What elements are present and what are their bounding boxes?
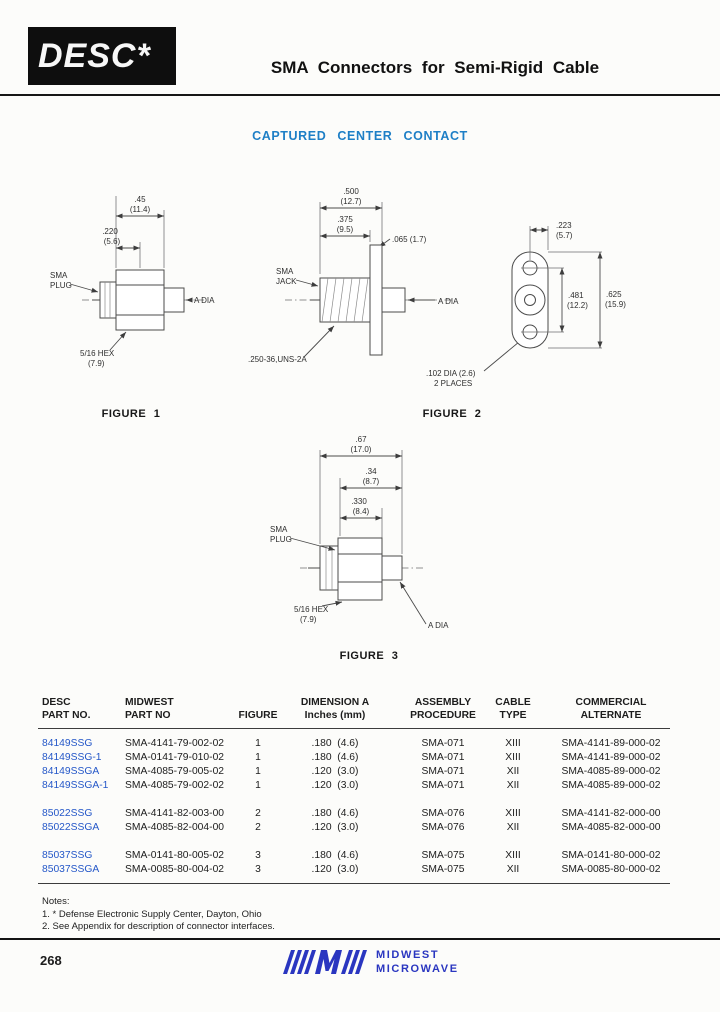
- table-group-figure3: [0, 849, 720, 877]
- page-title: SMA Connectors for Semi-Rigid Cable: [270, 58, 600, 77]
- fig1-sma-label: SMA: [50, 271, 68, 280]
- notes: [42, 896, 275, 934]
- table-bottom-rule: [38, 883, 670, 884]
- cell-desc-part: 85022SSGA: [42, 822, 100, 833]
- cell-commercial: SMA-4085-89-000-02: [561, 780, 661, 791]
- note-line-2: 2. See Appendix for description of connector interfaces.: [42, 921, 275, 932]
- fig2-dim-481-mm-label: (12.2): [567, 301, 588, 310]
- fig1-dim-220-mm-label: (5.6): [103, 237, 121, 246]
- cell-assembly: SMA-071: [421, 780, 465, 791]
- cell-cable-type: XIII: [505, 808, 521, 819]
- cell-commercial: SMA-0085-80-000-02: [561, 864, 661, 875]
- header-desc-line2: PART NO.: [42, 710, 91, 721]
- fig3-a-dia-label: A DIA: [428, 621, 449, 630]
- header-cable-line1: CABLE: [495, 697, 531, 708]
- fig3-dim-67-label: .67: [355, 435, 367, 444]
- fig3-hex-mm-label: (7.9): [300, 615, 317, 624]
- table-row: [0, 849, 720, 863]
- header-rule: [0, 94, 720, 96]
- cell-desc-part: 85037SSG: [42, 850, 93, 861]
- midwest-microwave-logo-icon: [283, 947, 367, 977]
- parts-table: [0, 696, 720, 884]
- table-row: [0, 779, 720, 793]
- cell-commercial: SMA-4085-82-000-00: [561, 822, 661, 833]
- cell-assembly: SMA-071: [421, 752, 465, 763]
- cell-midwest-part: SMA-4141-79-002-02: [125, 738, 225, 749]
- cell-assembly: SMA-075: [421, 864, 465, 875]
- fig2-sma-label: SMA: [276, 267, 294, 276]
- desc-logo: [28, 27, 176, 85]
- brand-text: [376, 948, 459, 976]
- figure-1-drawing: [36, 182, 246, 404]
- cell-midwest-part: SMA-4085-79-005-02: [125, 766, 225, 777]
- fig2-jack-label: JACK: [276, 277, 297, 286]
- cell-figure: 1: [255, 780, 261, 791]
- fig2-dim-500-mm-label: (12.7): [340, 197, 362, 206]
- brand-block: [283, 947, 459, 977]
- brand-line-2: MICROWAVE: [376, 963, 459, 975]
- fig2-dim-065-label: .065 (1.7): [392, 235, 427, 244]
- cell-commercial: SMA-4141-89-000-02: [561, 752, 661, 763]
- cell-assembly: SMA-076: [421, 822, 465, 833]
- cell-cable-type: XII: [506, 780, 520, 791]
- fig3-dim-330-label: .330: [351, 497, 367, 506]
- cell-assembly: SMA-076: [421, 808, 465, 819]
- figure-1-caption: FIGURE 1: [101, 408, 161, 420]
- cell-dimension: .120 (3.0): [311, 780, 359, 791]
- fig1-a-dia-label: A DIA: [194, 296, 215, 305]
- figure-3-drawing: [250, 430, 480, 648]
- cell-figure: 3: [255, 850, 261, 861]
- table-row: [0, 863, 720, 877]
- table-row: [0, 751, 720, 765]
- cell-commercial: SMA-4141-82-000-00: [561, 808, 661, 819]
- note-line-1: 1. * Defense Electronic Supply Center, Dayton, Ohio: [42, 908, 262, 920]
- table-row: [0, 821, 720, 835]
- fig2-dim-375-label: .375: [337, 215, 353, 224]
- figure-2-drawing: [240, 180, 660, 404]
- cell-dimension: .120 (3.0): [311, 766, 359, 777]
- cell-assembly: SMA-071: [421, 738, 465, 749]
- fig3-dim-34-label: .34: [365, 467, 377, 476]
- cell-figure: 1: [255, 766, 261, 777]
- header-midwest-line1: MIDWEST: [125, 697, 174, 708]
- cell-cable-type: XII: [506, 822, 520, 833]
- header-dimension-line2: Inches (mm): [304, 710, 366, 721]
- header-assembly-line1: ASSEMBLY: [414, 697, 472, 708]
- fig3-dim-34-mm-label: (8.7): [362, 477, 380, 486]
- fig2-a-dia-label: A DIA: [438, 297, 459, 306]
- header-assembly-line2: PROCEDURE: [410, 710, 476, 721]
- brand-line-1: MIDWEST: [376, 949, 440, 961]
- table-row: [0, 807, 720, 821]
- cell-assembly: SMA-071: [421, 766, 465, 777]
- header-figure: FIGURE: [238, 710, 278, 721]
- header-commercial-line1: COMMERCIAL: [575, 697, 647, 708]
- cell-figure: 1: [255, 752, 261, 763]
- cell-commercial: SMA-4141-89-000-02: [561, 738, 661, 749]
- table-header-rule: [38, 728, 670, 729]
- cell-figure: 1: [255, 738, 261, 749]
- footer-rule: [0, 938, 720, 940]
- cell-commercial: SMA-4085-89-000-02: [561, 766, 661, 777]
- fig3-plug-label: PLUG: [270, 535, 292, 544]
- header-commercial-line2: ALTERNATE: [580, 710, 642, 721]
- fig1-hex-mm-label: (7.9): [88, 359, 105, 368]
- cell-dimension: .120 (3.0): [311, 822, 359, 833]
- cell-desc-part: 84149SSGA-1: [42, 780, 109, 791]
- fig2-dim-625-label: .625: [606, 290, 622, 299]
- cell-figure: 2: [255, 808, 261, 819]
- fig3-sma-label: SMA: [270, 525, 288, 534]
- header-cable-line2: TYPE: [499, 710, 527, 721]
- cell-desc-part: 85037SSGA: [42, 864, 100, 875]
- cell-midwest-part: SMA-0141-79-010-02: [125, 752, 225, 763]
- fig2-thread-label: .250-36,UNS-2A: [248, 355, 307, 364]
- header-midwest-line2: PART NO: [125, 710, 171, 721]
- table-group-figure1: [0, 737, 720, 793]
- figure-2-caption: FIGURE 2: [422, 408, 482, 420]
- cell-commercial: SMA-0141-80-000-02: [561, 850, 661, 861]
- cell-midwest-part: SMA-4141-82-003-00: [125, 808, 225, 819]
- desc-logo-text: DESC*: [38, 36, 151, 75]
- fig2-dim-481-label: .481: [568, 291, 584, 300]
- cell-midwest-part: SMA-0141-80-005-02: [125, 850, 225, 861]
- cell-cable-type: XIII: [505, 850, 521, 861]
- cell-cable-type: XIII: [505, 738, 521, 749]
- cell-desc-part: 84149SSGA: [42, 766, 100, 777]
- notes-title: Notes:: [42, 896, 70, 907]
- table-row: [0, 765, 720, 779]
- cell-cable-type: XIII: [505, 752, 521, 763]
- section-title: CAPTURED CENTER CONTACT: [252, 129, 468, 143]
- cell-dimension: .180 (4.6): [311, 850, 359, 861]
- fig3-hex-label: 5/16 HEX: [294, 605, 329, 614]
- fig2-dim-223-mm-label: (5.7): [556, 231, 573, 240]
- page-number: 268: [40, 953, 62, 968]
- cell-dimension: .180 (4.6): [311, 738, 359, 749]
- fig3-dim-67-mm-label: (17.0): [350, 445, 372, 454]
- fig1-plug-label: PLUG: [50, 281, 72, 290]
- cell-midwest-part: SMA-4085-79-002-02: [125, 780, 225, 791]
- fig2-dim-102-label: .102 DIA (2.6): [426, 369, 476, 378]
- fig1-hex-label: 5/16 HEX: [80, 349, 115, 358]
- figure-3-caption: FIGURE 3: [339, 650, 399, 662]
- cell-dimension: .180 (4.6): [311, 808, 359, 819]
- header-dimension-line1: DIMENSION A: [300, 697, 370, 708]
- fig2-dim-625-mm-label: (15.9): [605, 300, 626, 309]
- fig2-dim-500-label: .500: [343, 187, 359, 196]
- cell-midwest-part: SMA-0085-80-004-02: [125, 864, 225, 875]
- table-group-figure2: [0, 807, 720, 835]
- fig2-dim-223-label: .223: [556, 221, 572, 230]
- cell-figure: 3: [255, 864, 261, 875]
- cell-figure: 2: [255, 822, 261, 833]
- header-desc-line1: DESC: [42, 697, 71, 708]
- cell-desc-part: 84149SSG-1: [42, 752, 102, 763]
- cell-desc-part: 85022SSG: [42, 808, 93, 819]
- cell-cable-type: XII: [506, 766, 520, 777]
- fig2-dim-102-note-label: 2 PLACES: [434, 379, 473, 388]
- table-header: [0, 696, 720, 722]
- cell-midwest-part: SMA-4085-82-004-00: [125, 822, 225, 833]
- table-row: [0, 737, 720, 751]
- cell-dimension: .120 (3.0): [311, 864, 359, 875]
- fig3-dim-330-mm-label: (8.4): [352, 507, 370, 516]
- fig1-dim-45-label: .45: [134, 195, 146, 204]
- cell-dimension: .180 (4.6): [311, 752, 359, 763]
- cell-assembly: SMA-075: [421, 850, 465, 861]
- cell-cable-type: XII: [506, 864, 520, 875]
- cell-desc-part: 84149SSG: [42, 738, 93, 749]
- fig1-dim-45-mm-label: (11.4): [129, 205, 151, 214]
- fig1-dim-220-label: .220: [102, 227, 118, 236]
- fig2-dim-375-mm-label: (9.5): [336, 225, 354, 234]
